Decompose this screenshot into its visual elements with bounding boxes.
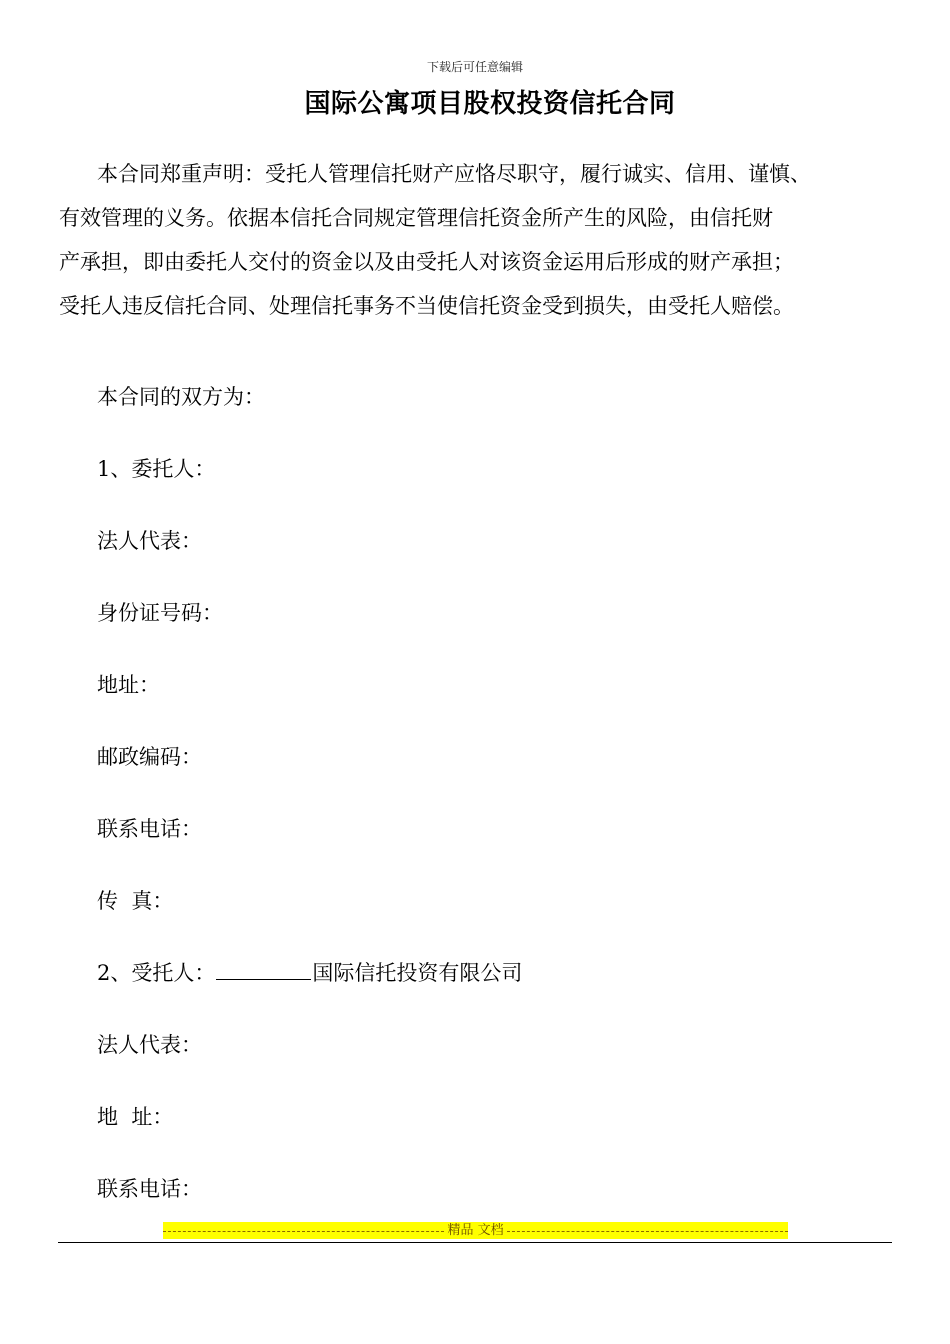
declaration-line: 受托人违反信托合同、处理信托事务不当使信托资金受到损失，由受托人赔偿。 bbox=[59, 294, 794, 318]
parties-intro: 本合同的双方为： bbox=[97, 385, 265, 409]
footer-banner bbox=[163, 1222, 788, 1239]
declaration-paragraph bbox=[59, 152, 909, 328]
footer-dash-left bbox=[163, 1231, 444, 1232]
footer-rule bbox=[58, 1242, 892, 1243]
settlor-address-label: 地址： bbox=[97, 673, 160, 697]
trustee-phone-label: 联系电话： bbox=[97, 1177, 202, 1201]
trustee-legal-rep-label: 法人代表： bbox=[97, 1033, 202, 1057]
declaration-line: 产承担，即由委托人交付的资金以及由受托人对该资金运用后形成的财产承担； bbox=[59, 250, 794, 274]
settlor-heading: 1、委托人： bbox=[97, 457, 216, 481]
declaration-line: 有效管理的义务。依据本信托合同规定管理信托资金所产生的风险，由信托财 bbox=[59, 206, 773, 230]
settlor-legal-rep-label: 法人代表： bbox=[97, 529, 202, 553]
trustee-company-suffix: 国际信托投资有限公司 bbox=[312, 961, 523, 985]
settlor-fax-label: 传 真： bbox=[97, 889, 174, 913]
trustee-address-label: 地 址： bbox=[97, 1105, 174, 1129]
trustee-heading-row bbox=[97, 958, 522, 988]
settlor-phone-label: 联系电话： bbox=[97, 817, 202, 841]
footer-dash-right bbox=[507, 1231, 788, 1232]
settlor-id-number-label: 身份证号码： bbox=[97, 601, 223, 625]
trustee-name-blank bbox=[216, 961, 311, 980]
header-note: 下载后可任意编辑 bbox=[426, 60, 523, 74]
footer-label: 精品 文档 bbox=[447, 1223, 504, 1238]
settlor-postal-code-label: 邮政编码： bbox=[97, 745, 202, 769]
trustee-heading: 2、受托人： bbox=[97, 961, 216, 985]
declaration-line: 本合同郑重声明：受托人管理信托财产应恪尽职守，履行诚实、信用、谨慎、 bbox=[97, 162, 811, 186]
document-title: 国际公寓项目股权投资信托合同 bbox=[304, 89, 676, 119]
